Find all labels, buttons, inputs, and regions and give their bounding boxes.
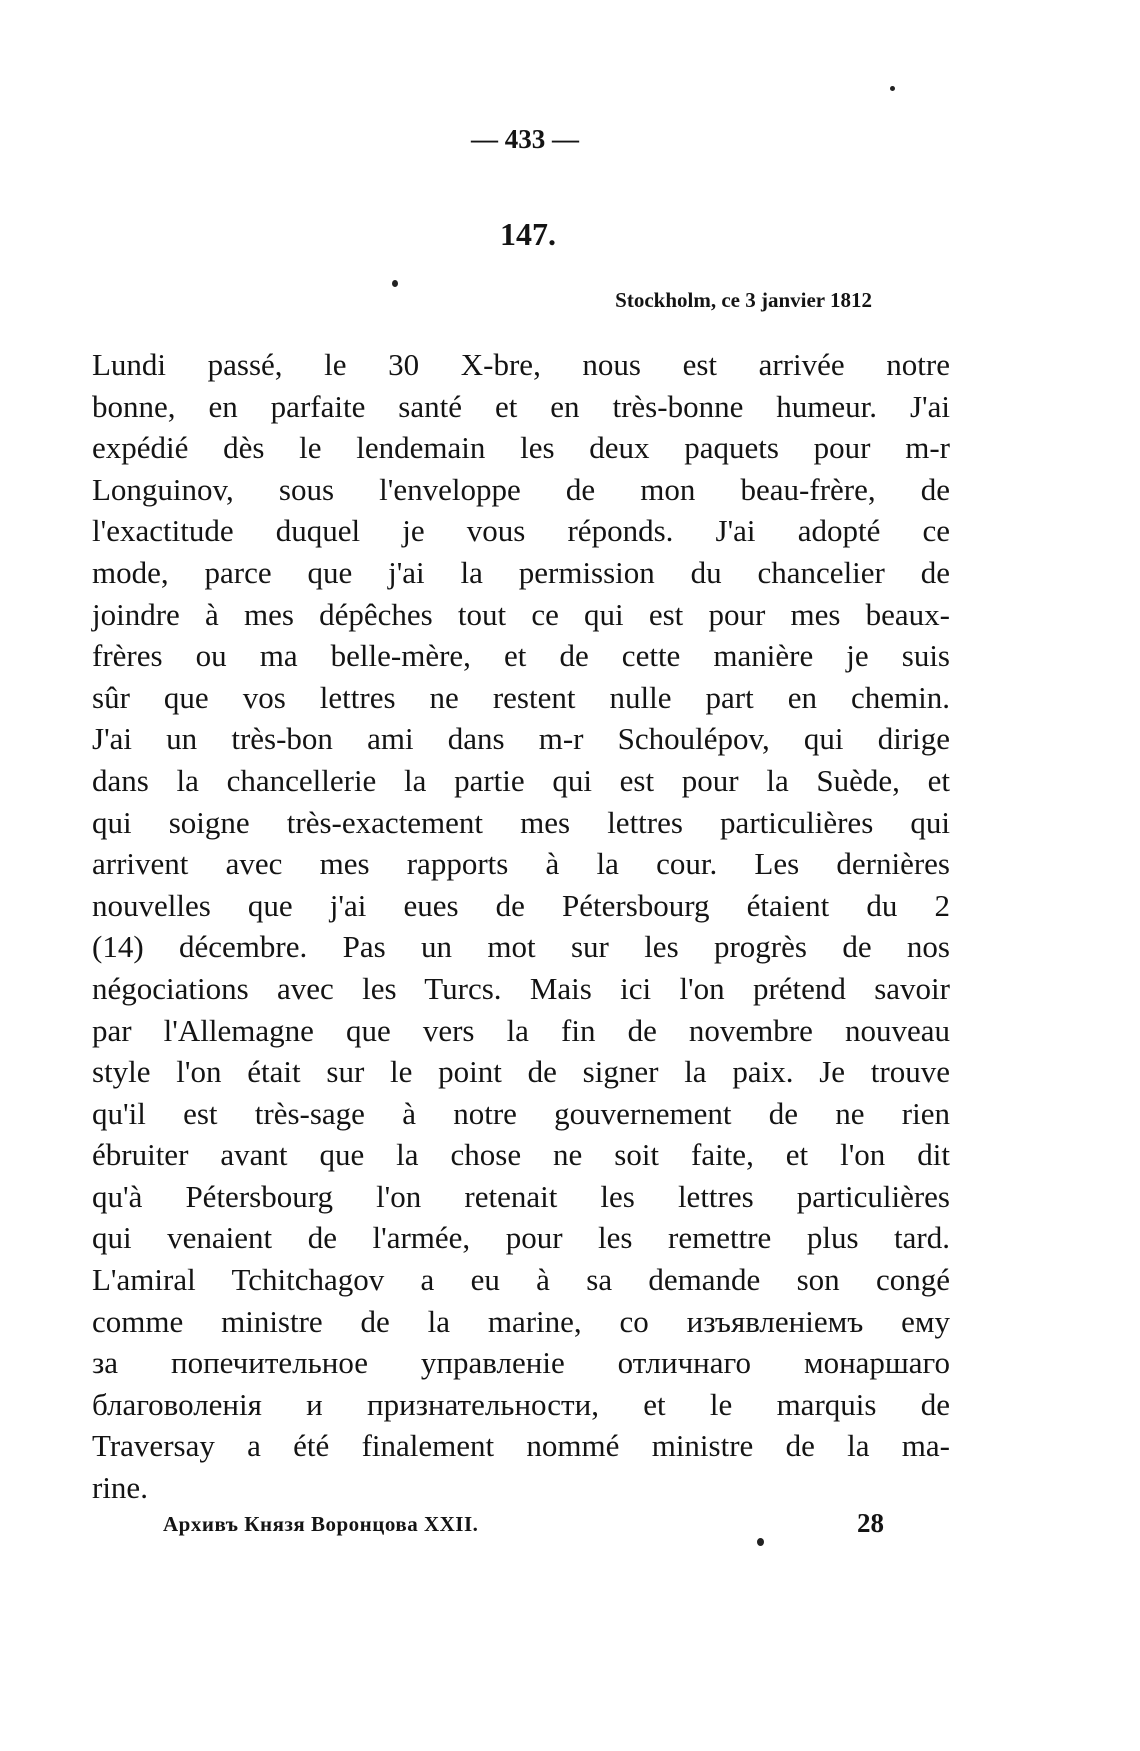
- body-line: comme ministre de la marine, со изъявленіемъ ему: [92, 1303, 950, 1339]
- body-line: (14) décembre. Pas un mot sur les progrès de nos: [92, 929, 950, 965]
- body-line: благоволенія и признательности, et le marquis de: [92, 1386, 950, 1422]
- body-line: nouvelles que j'ai eues de Pétersbourg étaient du 2: [92, 887, 950, 923]
- body-line: bonne, en parfaite santé et en très-bonne humeur. J'ai: [92, 388, 950, 424]
- body-line: expédié dès le lendemain les deux paquets pour m-r: [92, 430, 950, 466]
- body-line: qu'il est très-sage à notre gouvernement de ne rien: [92, 1095, 950, 1131]
- body-line: arrivent avec mes rapports à la cour. Les dernières: [92, 846, 950, 882]
- body-line: joindre à mes dépêches tout ce qui est pour mes beaux-: [92, 596, 950, 632]
- sheet-number: 28: [857, 1508, 884, 1538]
- body-line: style l'on était sur le point de signer la paix. Je trouve: [92, 1054, 950, 1090]
- body-line: за попечительное управленіе отличнаго монаршаго: [92, 1345, 950, 1381]
- document-number: 147.: [500, 216, 556, 252]
- body-line: Traversay a été finalement nommé ministre de la ma-: [92, 1428, 950, 1464]
- print-speck: [757, 1538, 764, 1546]
- print-speck: [890, 86, 895, 91]
- body-line: ébruiter avant que la chose ne soit faite, et l'on dit: [92, 1137, 950, 1173]
- body-line: L'amiral Tchitchagov a eu à sa demande son congé: [92, 1262, 950, 1298]
- body-line: par l'Allemagne que vers la fin de novembre nouveau: [92, 1012, 950, 1048]
- body-line: qu'à Pétersbourg l'on retenait les lettres particulières: [92, 1178, 950, 1214]
- letter-body: [92, 344, 950, 1509]
- page-number: — 433 —: [471, 124, 579, 154]
- body-line: frères ou ma belle-mère, et de cette manière je suis: [92, 638, 950, 674]
- body-line: qui soigne très-exactement mes lettres particulières qui: [92, 804, 950, 840]
- body-line: Longuinov, sous l'enveloppe de mon beau-frère, de: [92, 471, 950, 507]
- body-line: qui venaient de l'armée, pour les remettre plus tard.: [92, 1220, 950, 1256]
- body-line: Lundi passé, le 30 X-bre, nous est arrivée notre: [92, 347, 950, 382]
- body-line: l'exactitude duquel je vous réponds. J'ai adopté ce: [92, 513, 950, 549]
- body-line: négociations avec les Turcs. Mais ici l'on prétend savoir: [92, 970, 950, 1006]
- dateline: Stockholm, ce 3 janvier 1812: [615, 288, 872, 312]
- body-line: rine.: [92, 1470, 148, 1506]
- body-line: sûr que vos lettres ne restent nulle part en chemin.: [92, 679, 950, 715]
- body-line: mode, parce que j'ai la permission du chancelier de: [92, 554, 950, 590]
- body-line: J'ai un très-bon ami dans m-r Schoulépov, qui dirige: [92, 721, 950, 757]
- body-line: dans la chancellerie la partie qui est pour la Suède, et: [92, 762, 950, 798]
- print-speck: [392, 280, 398, 287]
- footer-signature: Архивъ Князя Воронцова XXII.: [163, 1512, 479, 1536]
